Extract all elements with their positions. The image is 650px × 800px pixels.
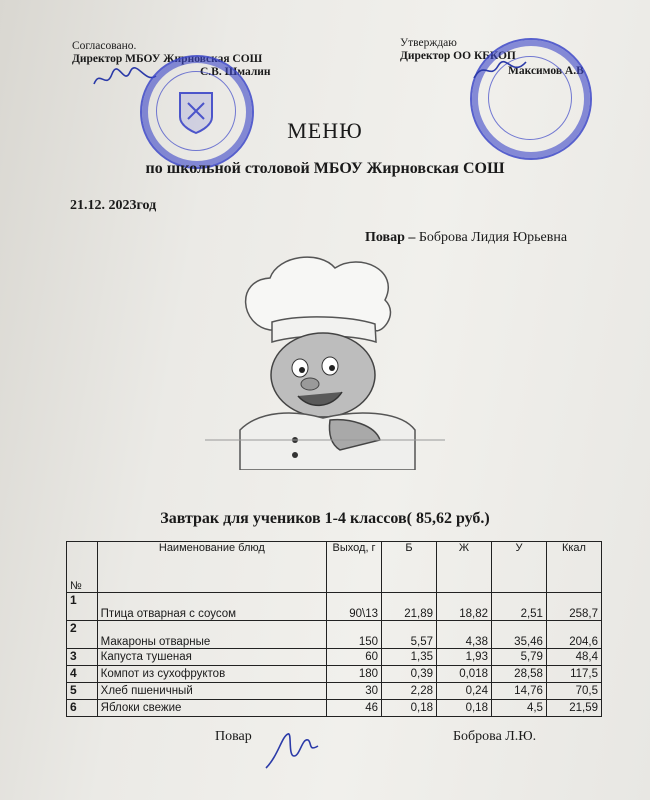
table-row: 6 Яблоки свежие 46 0,18 0,18 4,5 21,59 xyxy=(67,700,602,717)
cook-label: Повар – xyxy=(365,230,416,245)
breakfast-heading: Завтрак для учеников 1-4 классов( 85,62 руб.) xyxy=(160,510,490,527)
col-portion: Выход, г xyxy=(327,542,382,593)
table-row: 5 Хлеб пшеничный 30 2,28 0,24 14,76 70,5 xyxy=(67,683,602,700)
footer-cook-name: Боброва Л.Ю. xyxy=(453,729,537,744)
table-header-row xyxy=(67,542,602,593)
table-row: 3 Капуста тушеная 60 1,35 1,93 5,79 48,4 xyxy=(67,649,602,666)
page-subtitle: по школьной столовой МБОУ Жирновская СОШ xyxy=(145,160,505,177)
agreed-label: Согласовано. xyxy=(72,40,137,52)
table-row: 1 Птица отварная с соусом 90\13 21,89 18,82 2,51 258,7 xyxy=(67,593,602,621)
cook-name: Боброва Лидия Юрьевна xyxy=(418,230,568,245)
footer-cook-label: Повар xyxy=(215,729,252,744)
col-fat: Ж xyxy=(437,542,492,593)
school-stamp-icon xyxy=(140,55,254,169)
table-row: 4 Компот из сухофруктов 180 0,39 0,018 28,58 117,5 xyxy=(67,666,602,683)
menu-table xyxy=(66,541,602,717)
cook-signature-icon xyxy=(258,726,328,776)
menu-date: 21.12. 2023год xyxy=(70,198,157,213)
chef-illustration-icon xyxy=(200,250,450,470)
right-signature-icon xyxy=(470,56,530,86)
director-dept-name: Максимов А.В xyxy=(508,65,584,77)
cook-line xyxy=(365,230,567,246)
director-dept-label: Директор ОО КБКОП xyxy=(400,50,516,62)
col-carbs: У xyxy=(491,542,546,593)
director-school-name: С.В. Шмалин xyxy=(200,66,271,78)
page-title: МЕНЮ xyxy=(287,118,363,143)
col-kcal: Ккал xyxy=(546,542,601,593)
table-row: 2 Макароны отварные 150 5,57 4,38 35,46 204,6 xyxy=(67,621,602,649)
col-protein: Б xyxy=(382,542,437,593)
col-dish-name: Наименование блюд xyxy=(97,542,326,593)
director-school-label: Директор МБОУ Жирновская СОШ xyxy=(72,53,263,65)
col-number: № xyxy=(67,542,98,593)
approve-label: Утверждаю xyxy=(400,37,457,49)
